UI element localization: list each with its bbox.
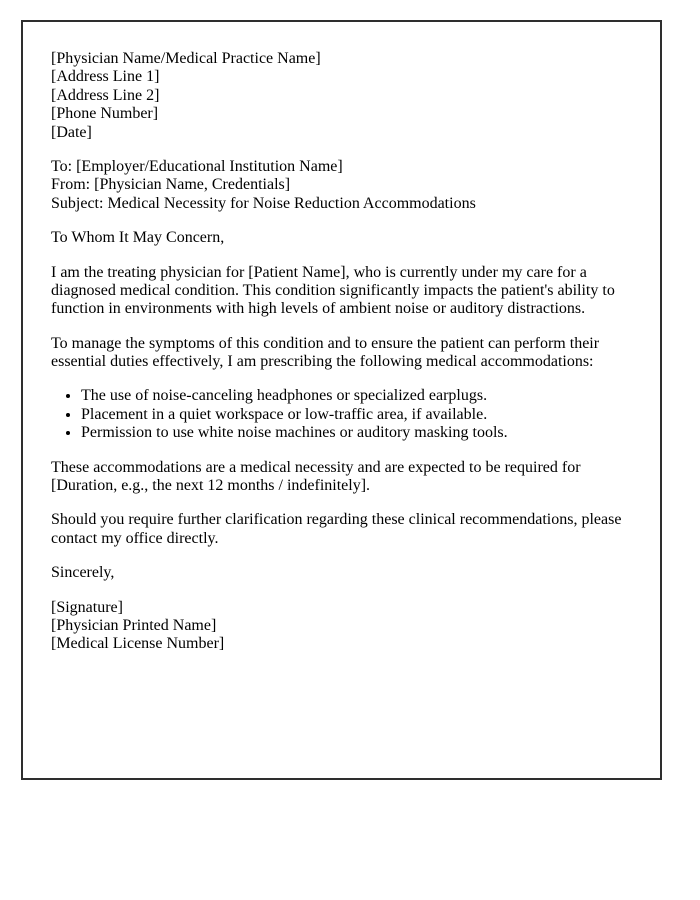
physician-printed-name: [Physician Printed Name] [51, 616, 217, 634]
address-line-2: [Address Line 2] [51, 86, 160, 104]
address-line-1: [Address Line 1] [51, 68, 160, 86]
paragraph-duration: These accommodations are a medical necessity and are expected to be required for [Duration, e.g., the next 12 months / indefinitely]. [51, 458, 581, 495]
signature-block [51, 599, 636, 654]
accommodation-item-quiet-workspace: • Placement in a quiet workspace or low-traffic area, if available. [81, 406, 636, 424]
paragraph-intro: I am the treating physician for [Patient Name], who is currently under my care for a diagnosed medical condition. This condition significantly impacts the patient's ability to function in environments with high levels of ambient noise or auditory distractions. [51, 263, 615, 318]
letter-page [21, 20, 662, 780]
signature-placeholder: [Signature] [51, 598, 123, 616]
accommodation-item-white-noise: • Permission to use white noise machines or auditory masking tools. [81, 424, 636, 442]
medical-license-number: [Medical License Number] [51, 635, 225, 653]
phone-number: [Phone Number] [51, 105, 159, 123]
salutation: To Whom It May Concern, [51, 229, 225, 247]
accommodations-list [51, 387, 636, 442]
accommodation-item-headphones: • The use of noise-canceling headphones or specialized earplugs. [81, 387, 636, 405]
recipient-block [51, 158, 636, 213]
paragraph-prescription: To manage the symptoms of this condition and to ensure the patient can perform their essential duties effectively, I am prescribing the following medical accommodations: [51, 334, 600, 371]
from-line: From: [Physician Name, Credentials] [51, 176, 291, 194]
date-line: [Date] [51, 123, 92, 141]
paragraph-contact: Should you require further clarification regarding these clinical recommendations, please contact my office directly. [51, 511, 622, 547]
letterhead-block [51, 50, 636, 142]
closing: Sincerely, [51, 564, 115, 582]
physician-practice-name: [Physician Name/Medical Practice Name] [51, 50, 321, 67]
subject-line: Subject: Medical Necessity for Noise Reduction Accommodations [51, 194, 476, 212]
to-line: To: [Employer/Educational Institution Name] [51, 157, 343, 175]
